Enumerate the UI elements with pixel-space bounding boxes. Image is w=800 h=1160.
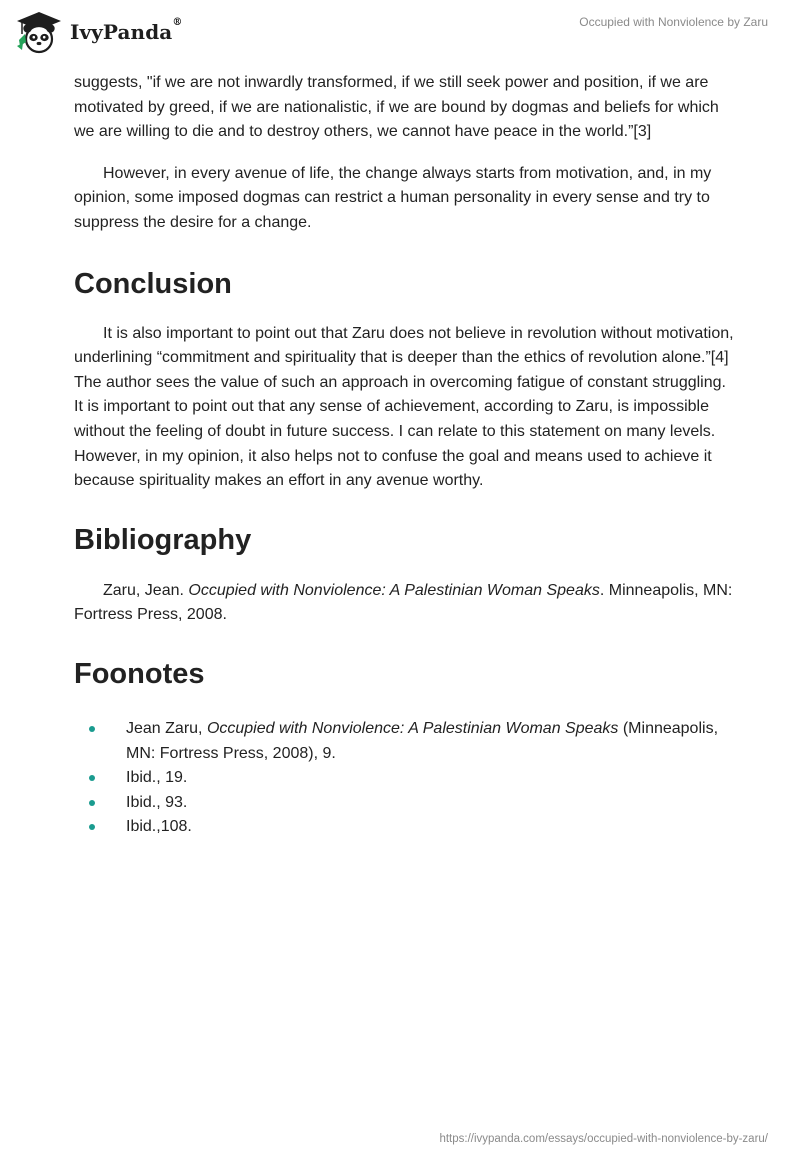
footnotes-heading: Foonotes <box>74 657 205 690</box>
bibliography-heading: Bibliography <box>74 523 252 556</box>
footnote-item <box>74 791 734 816</box>
panda-graduate-icon <box>14 10 64 54</box>
footnotes-list <box>74 717 734 840</box>
bullet-icon <box>89 800 95 806</box>
footnote-item <box>74 815 734 840</box>
brand-logo[interactable] <box>14 10 182 54</box>
bibliography-author: Zaru, Jean. <box>103 581 189 599</box>
paragraph-quote: suggests, "if we are not inwardly transformed, if we still seek power and position, if we are motivated by greed, if we are nationalistic, if we are bound by dogmas and beliefs for which we are willing to die and to destroy others, we cannot have peace in the world.”[3] <box>74 74 719 141</box>
source-url-link[interactable]: https://ivypanda.com/essays/occupied-with-nonviolence-by-zaru/ <box>439 1133 768 1145</box>
footnote-book-title: Occupied with Nonviolence: A Palestinian Woman Speaks <box>206 719 619 737</box>
brand-name <box>70 17 183 44</box>
bullet-icon <box>89 775 95 781</box>
footnote-text: Ibid., 93. <box>126 793 188 811</box>
bibliography-entry <box>74 579 734 628</box>
bibliography-book-title: Occupied with Nonviolence: A Palestinian Woman Speaks <box>188 581 600 599</box>
footnote-details: (Minneapolis, MN: Fortress Press, 2008), 9. <box>126 719 719 762</box>
conclusion-heading: Conclusion <box>74 267 232 300</box>
bullet-icon <box>89 824 95 830</box>
footnote-text: Jean Zaru, <box>126 719 207 737</box>
footnote-text: Ibid.,108. <box>126 818 192 836</box>
brand-text: IvyPanda <box>70 20 173 44</box>
registered-mark: ® <box>172 17 183 28</box>
footnote-text: Ibid., 19. <box>126 769 188 787</box>
essay-content <box>74 70 734 840</box>
paragraph-motivation: However, in every avenue of life, the change always starts from motivation, and, in my opinion, some imposed dogmas can restrict a human personality in every sense and try to suppress the desire for a change. <box>74 164 712 231</box>
footnote-item <box>74 717 734 766</box>
conclusion-paragraph: It is also important to point out that Zaru does not believe in revolution without motivation, underlining “commitment and spirituality that is deeper than the ethics of revolution alone.”[4] The author sees the value of such an approach in overcoming fatigue of constant struggling. It is important to point out that any sense of achievement, according to Zaru, is impossible without the feeling of doubt in future success. I can relate to this statement on many levels. However, in my opinion, it also helps not to confuse the goal and means used to achieve it because spirituality makes an effort in any avenue worthy. <box>74 324 734 490</box>
footnote-item <box>74 766 734 791</box>
bibliography-publisher: . Minneapolis, MN: Fortress Press, 2008. <box>74 581 733 624</box>
bullet-icon <box>89 726 95 732</box>
document-title: Occupied with Nonviolence by Zaru <box>579 15 768 29</box>
page-header <box>0 0 800 70</box>
